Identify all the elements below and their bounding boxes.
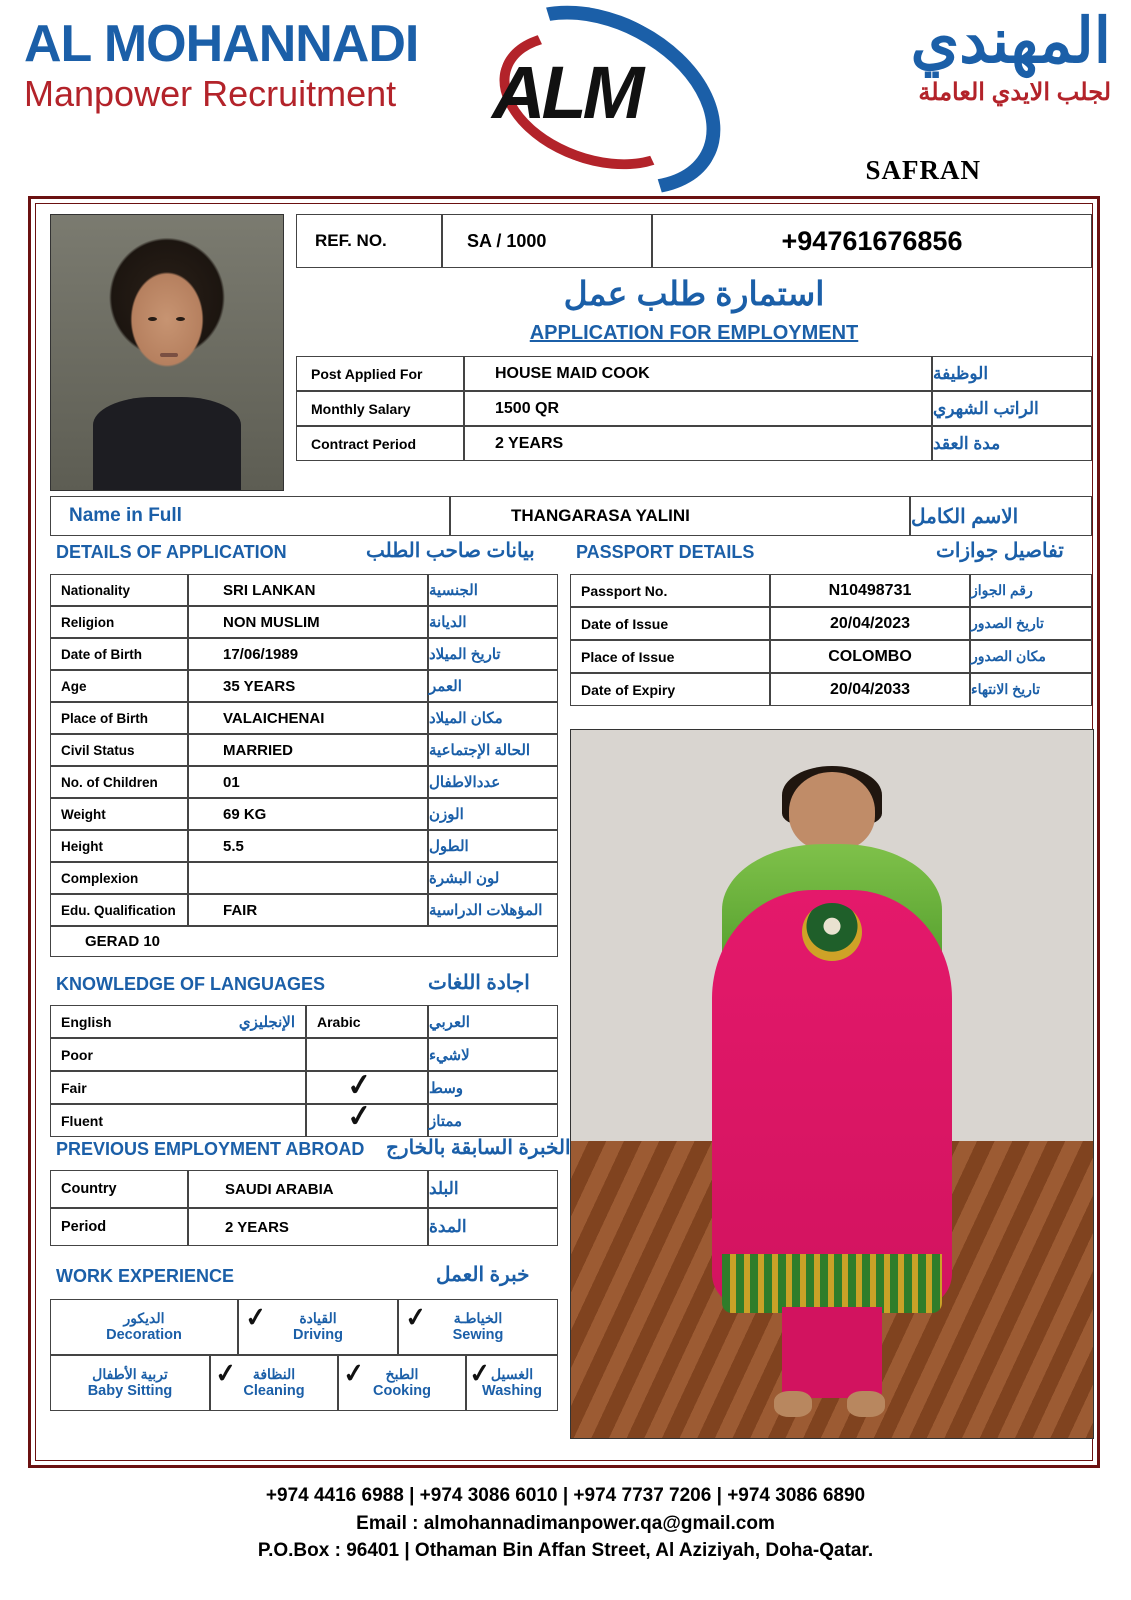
post-applied-value: HOUSE MAID COOK bbox=[464, 356, 932, 391]
monthly-salary-label: Monthly Salary bbox=[296, 391, 464, 426]
detail-label-ar: تاريخ الميلاد bbox=[428, 638, 558, 670]
photo-pants bbox=[782, 1307, 882, 1398]
work-cooking-cell bbox=[338, 1355, 466, 1411]
passport-section-heading: PASSPORT DETAILS bbox=[576, 542, 755, 562]
language-english-en: English bbox=[61, 1013, 112, 1030]
table-row bbox=[50, 702, 558, 734]
previous-employment-table bbox=[50, 1170, 558, 1246]
detail-label: Religion bbox=[50, 606, 188, 638]
languages-table bbox=[50, 1005, 558, 1137]
detail-value: MARRIED bbox=[188, 734, 428, 766]
brand-arabic-subtitle: لجلب الايدي العاملة bbox=[918, 79, 1111, 107]
checkmark-icon: ✓ bbox=[345, 1098, 374, 1135]
photo-dress-hem bbox=[722, 1254, 942, 1313]
detail-label-ar: الجنسية bbox=[428, 574, 558, 606]
work-experience-row-2 bbox=[50, 1355, 558, 1411]
level-fair-label: Fair bbox=[50, 1071, 306, 1104]
detail-value: 35 YEARS bbox=[188, 670, 428, 702]
detail-label-ar: عددالاطفال bbox=[428, 766, 558, 798]
detail-label: No. of Children bbox=[50, 766, 188, 798]
detail-value: 5.5 bbox=[188, 830, 428, 862]
details-section-heading: DETAILS OF APPLICATION bbox=[56, 542, 287, 562]
work-sewing-ar: الخياطـة bbox=[453, 1310, 503, 1327]
work-decoration-ar: الديكور bbox=[123, 1310, 165, 1327]
portrait-face bbox=[51, 215, 283, 490]
table-row bbox=[50, 606, 558, 638]
detail-label-ar: مكان الميلاد bbox=[428, 702, 558, 734]
ref-no-label: REF. NO. bbox=[296, 214, 442, 268]
prev-period-value: 2 YEARS bbox=[188, 1208, 428, 1246]
table-row bbox=[50, 766, 558, 798]
post-applied-label: Post Applied For bbox=[296, 356, 464, 391]
passport-label-ar: تاريخ الانتهاء bbox=[970, 673, 1092, 706]
work-babysitting-cell bbox=[50, 1355, 210, 1411]
application-form bbox=[28, 196, 1100, 1468]
work-experience-grid bbox=[50, 1299, 558, 1411]
language-english-label bbox=[50, 1005, 306, 1038]
work-experience-heading: WORK EXPERIENCE bbox=[56, 1266, 235, 1286]
level-fluent-label-ar: ممتاز bbox=[428, 1104, 558, 1137]
document-footer bbox=[0, 1482, 1131, 1565]
checkmark-icon: ✓ bbox=[213, 1356, 239, 1390]
full-name-row bbox=[50, 496, 1092, 536]
level-fair-arabic-cell bbox=[306, 1067, 428, 1104]
brand-title: AL MOHANNADI bbox=[24, 15, 419, 73]
reference-row bbox=[296, 214, 1092, 268]
prev-country-label: Country bbox=[50, 1170, 188, 1208]
ref-no-value: SA / 1000 bbox=[442, 214, 652, 268]
work-babysitting-ar: تربية الأطفال bbox=[92, 1366, 168, 1383]
passport-label-ar: تاريخ الصدور bbox=[970, 607, 1092, 640]
table-row bbox=[50, 1098, 558, 1137]
table-row bbox=[50, 670, 558, 702]
education-grade-value: GERAD 10 bbox=[50, 926, 558, 957]
form-title-arabic: استمارة طلب عمل bbox=[563, 275, 825, 312]
photo-foot-left bbox=[774, 1391, 812, 1417]
photo-head bbox=[789, 772, 874, 850]
detail-label: Civil Status bbox=[50, 734, 188, 766]
detail-label-ar: المؤهلات الدراسية bbox=[428, 894, 558, 926]
work-washing-en: Washing bbox=[482, 1382, 542, 1399]
passport-label-ar: مكان الصدور bbox=[970, 640, 1092, 673]
passport-label: Place of Issue bbox=[570, 640, 770, 673]
portrait-eye-right bbox=[176, 317, 185, 321]
photo-person bbox=[707, 772, 958, 1423]
checkmark-icon: ✓ bbox=[243, 1300, 269, 1334]
prev-period-label: Period bbox=[50, 1208, 188, 1246]
detail-label-ar: الحالة الإجتماعية bbox=[428, 734, 558, 766]
form-inner-border bbox=[35, 203, 1093, 1461]
table-row bbox=[570, 640, 1092, 673]
brand-arabic-title: المهندي bbox=[910, 7, 1111, 76]
detail-value: 69 KG bbox=[188, 798, 428, 830]
passport-value: 20/04/2023 bbox=[770, 607, 970, 640]
language-arabic-label-ar: العربي bbox=[428, 1005, 558, 1038]
work-washing-cell bbox=[466, 1355, 558, 1411]
post-applied-row bbox=[296, 356, 1092, 391]
detail-value: 01 bbox=[188, 766, 428, 798]
passport-table bbox=[570, 574, 1092, 706]
detail-value bbox=[188, 862, 428, 894]
table-row bbox=[50, 1038, 558, 1071]
work-experience-heading-ar: خبرة العمل bbox=[436, 1264, 530, 1286]
passport-label: Passport No. bbox=[570, 574, 770, 607]
table-row bbox=[50, 862, 558, 894]
table-row bbox=[50, 1208, 558, 1246]
work-babysitting-en: Baby Sitting bbox=[87, 1382, 173, 1399]
table-row bbox=[50, 926, 558, 957]
portrait-shoulders bbox=[93, 397, 241, 491]
detail-value: NON MUSLIM bbox=[188, 606, 428, 638]
level-fluent-label: Fluent bbox=[50, 1104, 306, 1137]
post-details-block bbox=[296, 356, 1092, 461]
work-cleaning-ar: النظافة bbox=[252, 1366, 296, 1383]
monthly-salary-value: 1500 QR bbox=[464, 391, 932, 426]
detail-label: Age bbox=[50, 670, 188, 702]
applicant-portrait-photo bbox=[50, 214, 284, 491]
post-applied-label-ar: الوظيفة bbox=[932, 356, 1092, 391]
detail-label-ar: العمر bbox=[428, 670, 558, 702]
work-cleaning-cell bbox=[210, 1355, 338, 1411]
work-driving-en: Driving bbox=[293, 1326, 343, 1343]
table-row bbox=[50, 1170, 558, 1208]
brand-block bbox=[24, 15, 504, 114]
full-name-value: THANGARASA YALINI bbox=[450, 496, 910, 536]
contract-period-label-ar: مدة العقد bbox=[932, 426, 1092, 461]
table-row bbox=[50, 574, 558, 606]
contract-period-value: 2 YEARS bbox=[464, 426, 932, 461]
previous-employment-heading: PREVIOUS EMPLOYMENT ABROAD bbox=[56, 1139, 365, 1159]
detail-label: Place of Birth bbox=[50, 702, 188, 734]
monthly-salary-row bbox=[296, 391, 1092, 426]
passport-label: Date of Expiry bbox=[570, 673, 770, 706]
footer-email: Email : almohannadimanpower.qa@gmail.com bbox=[356, 1512, 775, 1534]
detail-label: Nationality bbox=[50, 574, 188, 606]
work-decoration-en: Decoration bbox=[106, 1326, 182, 1343]
table-row bbox=[50, 894, 558, 926]
photo-neckline-embroidery bbox=[802, 903, 862, 962]
passport-value: COLOMBO bbox=[770, 640, 970, 673]
table-row bbox=[50, 734, 558, 766]
languages-section-heading: KNOWLEDGE OF LANGUAGES bbox=[56, 974, 325, 994]
checkmark-icon: ✓ bbox=[403, 1300, 429, 1334]
language-english-ar: الإنجليزي bbox=[238, 1013, 295, 1031]
level-fluent-arabic-cell bbox=[306, 1098, 428, 1137]
table-row bbox=[50, 1067, 558, 1104]
languages-section-heading-ar: اجادة اللغات bbox=[428, 972, 530, 994]
detail-value: SRI LANKAN bbox=[188, 574, 428, 606]
detail-label-ar: الوزن bbox=[428, 798, 558, 830]
detail-label-ar: الطول bbox=[428, 830, 558, 862]
work-cooking-ar: الطبخ bbox=[385, 1366, 419, 1383]
prev-period-label-ar: المدة bbox=[428, 1208, 558, 1246]
table-row bbox=[50, 798, 558, 830]
work-experience-row-1 bbox=[50, 1299, 558, 1355]
detail-label: Edu. Qualification bbox=[50, 894, 188, 926]
full-name-label: Name in Full bbox=[50, 496, 450, 536]
work-cleaning-en: Cleaning bbox=[243, 1382, 305, 1399]
work-driving-cell bbox=[238, 1299, 398, 1355]
contract-period-row bbox=[296, 426, 1092, 461]
work-decoration-cell bbox=[50, 1299, 238, 1355]
full-name-label-ar: الاسم الكامل bbox=[910, 496, 1092, 536]
work-washing-ar: الغسيل bbox=[490, 1366, 534, 1383]
applicant-full-photo bbox=[570, 729, 1094, 1439]
brand-arabic-block bbox=[681, 8, 1111, 107]
detail-label-ar: لون البشرة bbox=[428, 862, 558, 894]
detail-label: Date of Birth bbox=[50, 638, 188, 670]
details-section-heading-ar: بيانات صاحب الطلب bbox=[366, 540, 535, 562]
work-sewing-en: Sewing bbox=[452, 1326, 504, 1343]
prev-country-value: SAUDI ARABIA bbox=[188, 1170, 428, 1208]
table-row bbox=[570, 673, 1092, 706]
detail-label: Complexion bbox=[50, 862, 188, 894]
level-poor-label: Poor bbox=[50, 1038, 306, 1071]
detail-label: Weight bbox=[50, 798, 188, 830]
level-poor-label-ar: لاشيء bbox=[428, 1038, 558, 1071]
level-fair-label-ar: وسط bbox=[428, 1071, 558, 1104]
previous-employment-heading-ar: الخبرة السابقة بالخارج bbox=[386, 1137, 571, 1159]
detail-value: FAIR bbox=[188, 894, 428, 926]
logo-text: ALM bbox=[492, 51, 641, 134]
monthly-salary-label-ar: الراتب الشهري bbox=[932, 391, 1092, 426]
detail-label: Height bbox=[50, 830, 188, 862]
table-row bbox=[50, 830, 558, 862]
passport-label: Date of Issue bbox=[570, 607, 770, 640]
detail-value: VALAICHENAI bbox=[188, 702, 428, 734]
portrait-mouth bbox=[160, 353, 178, 357]
language-arabic-label: Arabic bbox=[306, 1005, 428, 1038]
work-cooking-en: Cooking bbox=[373, 1382, 431, 1399]
details-table bbox=[50, 574, 558, 957]
portrait-eye-left bbox=[148, 317, 157, 321]
work-sewing-cell bbox=[398, 1299, 558, 1355]
checkmark-icon: ✓ bbox=[341, 1356, 367, 1390]
checkmark-icon: ✓ bbox=[345, 1067, 374, 1104]
brand-subtitle: Manpower Recruitment bbox=[24, 73, 397, 114]
contract-period-label: Contract Period bbox=[296, 426, 464, 461]
detail-value: 17/06/1989 bbox=[188, 638, 428, 670]
photo-foot-right bbox=[847, 1391, 885, 1417]
footer-phones: +974 4416 6988 | +974 3086 6010 | +974 7737 7206 | +974 3086 6890 bbox=[265, 1485, 866, 1506]
agent-name: SAFRAN bbox=[865, 155, 981, 185]
prev-country-label-ar: البلد bbox=[428, 1170, 558, 1208]
passport-value: N10498731 bbox=[770, 574, 970, 607]
form-title-english: APPLICATION FOR EMPLOYMENT bbox=[529, 322, 859, 344]
passport-label-ar: رقم الجواز bbox=[970, 574, 1092, 607]
passport-section-heading-ar: تفاصيل جوازات bbox=[936, 540, 1064, 562]
footer-address: P.O.Box : 96401 | Othaman Bin Affan Street, Al Aziziyah, Doha-Qatar. bbox=[257, 1540, 874, 1562]
table-row bbox=[570, 607, 1092, 640]
work-driving-ar: القيادة bbox=[299, 1310, 337, 1327]
detail-label-ar: الديانة bbox=[428, 606, 558, 638]
level-poor-arabic-cell bbox=[306, 1038, 428, 1071]
passport-value: 20/04/2033 bbox=[770, 673, 970, 706]
table-row bbox=[50, 638, 558, 670]
checkmark-icon: ✓ bbox=[467, 1356, 493, 1390]
applicant-phone: +94761676856 bbox=[652, 214, 1092, 268]
document-header bbox=[0, 0, 1131, 185]
table-row bbox=[570, 574, 1092, 607]
table-row bbox=[50, 1005, 558, 1038]
